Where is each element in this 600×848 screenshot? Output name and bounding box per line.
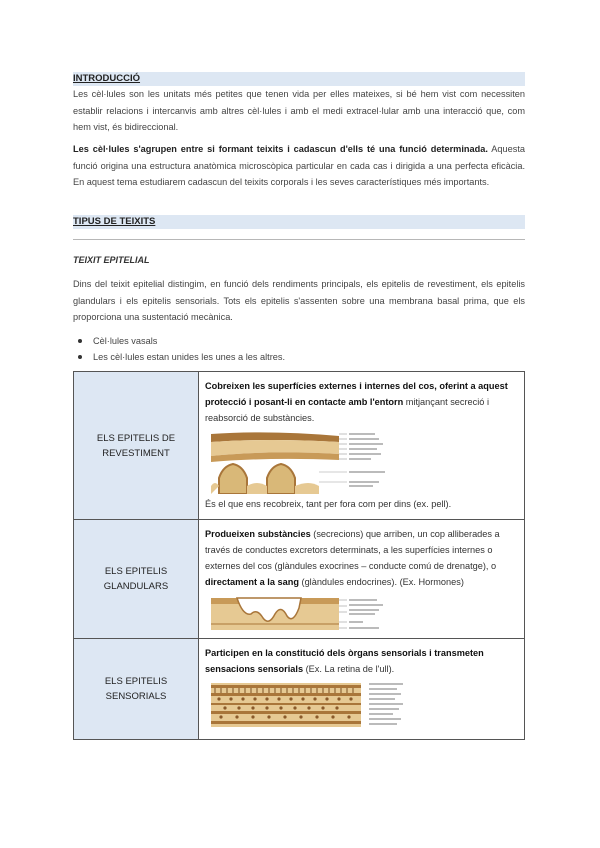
row-content-sensorials xyxy=(199,639,525,740)
table-row xyxy=(74,639,525,740)
glandulars-text-2: (glàndules endocrines). (Ex. Hormones) xyxy=(298,577,464,587)
intro-paragraph: Les cèl·lules son les unitats més petites que tenen vida per elles mateixes, si bé hem vist com necessiten establir relacions i intercanvis amb altres cèl·lules i amb el medi extracel·lular amb una interacció que, com hem vist, és bidireccional. xyxy=(73,89,525,132)
intro-heading: INTRODUCCIÓ xyxy=(73,72,525,86)
table-row xyxy=(74,520,525,639)
tissues-paragraph xyxy=(73,141,525,191)
glandulars-illustration xyxy=(209,594,409,632)
glandulars-text-1: (secrecions) que arriben, un cop alliberades a través de conductes excretors determinats, a les superfícies internes o externes del cos (glàndules exocrines – conducte comú de drenatge), o xyxy=(205,529,500,571)
revestiment-text: mitjançant secreció i reabsorció de substàncies. xyxy=(205,397,490,423)
glandulars-bold-1: Produeixen substàncies xyxy=(205,529,311,539)
tipus-heading: TIPUS DE TEIXITS xyxy=(73,215,525,229)
bullet-item: Cèl·lules vasals xyxy=(73,333,285,349)
epitelial-bullets xyxy=(73,333,285,365)
row-content-revestiment xyxy=(199,372,525,520)
epitelial-title: TEIXIT EPITELIAL xyxy=(73,255,150,265)
sensorials-text: (Ex. La retina de l'ull). xyxy=(303,664,395,674)
tissues-paragraph-rest: Aquesta funció origina una estructura anatòmica microscòpica particular en cada cas i dirigida a una perfecta eficàcia. En aquest tema estudiarem cadascun del teixits corporals i les seves característiques més importants. xyxy=(73,144,525,187)
table-row xyxy=(74,372,525,520)
tissues-key-statement: Les cèl·lules s'agrupen entre si formant teixits i cadascun d'ells té una funció determinada. xyxy=(73,144,488,154)
sensorials-illustration xyxy=(209,681,409,729)
sensorials-bold: Participen en la constitució dels òrgans sensorials i transmeten sensacions sensorials xyxy=(205,648,484,674)
row-content-glandulars xyxy=(199,520,525,639)
epitelial-paragraph: Dins del teixit epitelial distingim, en funció dels rendiments principals, els epitelis de revestiment, els epitelis glandulars i els epitelis sensorials. Tots els epitelis s'assenten sobre una membrana basal prima, que els proporciona una sustentació mecànica. xyxy=(73,279,525,322)
epithelia-table xyxy=(73,371,525,740)
glandulars-bold-2: directament a la sang xyxy=(205,577,299,587)
revestiment-note: És el que ens recobreix, tant per fora com per dins (ex. pell). xyxy=(205,499,452,509)
row-label-glandulars: ELS EPITELIS GLANDULARS xyxy=(74,520,199,639)
revestiment-bold: Cobreixen les superfícies externes i internes del cos, oferint a aquest protecció i posant-li en contacte amb l'entorn xyxy=(205,381,508,407)
row-label-sensorials: ELS EPITELIS SENSORIALS xyxy=(74,639,199,740)
divider xyxy=(73,239,525,240)
bullet-item: Les cèl·lules estan unides les unes a les altres. xyxy=(73,349,285,365)
revestiment-illustration xyxy=(209,430,409,494)
row-label-revestiment: ELS EPITELIS DE REVESTIMENT xyxy=(74,372,199,520)
